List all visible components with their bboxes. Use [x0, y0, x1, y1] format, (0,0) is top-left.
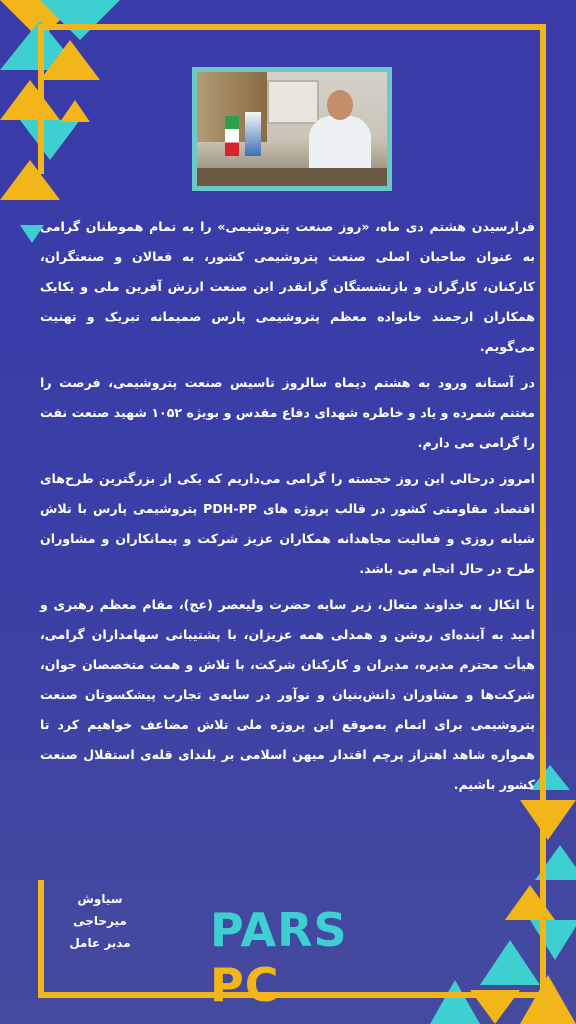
signature-name: سیاوش میرحاجی — [73, 892, 127, 928]
paragraph: امروز درحالی این روز خجسته را گرامی می‌داریم که یکی از بزرگترین طرح‌های اقتصاد مقاومتی کشور در قالب پروژه های PDH-PP پتروشیمی پارس با تلاش شبانه روزی و فعالیت مجاهدانه همکاران عزیز شرکت و پیمانکاران و مشاوران طرح در حال انجام می باشد. — [40, 471, 535, 576]
parspc-logo — [210, 903, 430, 1012]
logo-pc: PC — [210, 958, 280, 1012]
gold-frame-left-bottom — [38, 880, 44, 998]
gold-frame-left-top — [38, 24, 44, 174]
signature — [60, 888, 140, 954]
paragraph: با اتکال به خداوند متعال، زیر سایه حضرت ولیعصر (عج)، مقام معظم رهبری و امید به آینده‌ای روشن و همدلی همه عزیزان، با پشتیبانی سهامداران گرامی، هیأت محترم مدیره، مدیران و کارکنان شرکت، با تلاش و همت متخصصان جوان، شرکت‌ها و مشاوران دانش‌بنیان و نوآور در سایه‌ی تجارب پیشکسوتان صنعت پتروشیمی برای اتمام به‌موقع این پروژه ملی تلاش مضاعف خواهیم کرد تا همواره شاهد اهتزاز پرچم اقتدار میهن اسلامی بر بلندای قله‌ی استقلال صنعت کشور باشیم. — [40, 597, 535, 792]
signature-title: مدیر عامل — [69, 936, 131, 950]
paragraph: در آستانه ورود به هشتم دیماه سالروز تاسیس صنعت پتروشیمی، فرصت را مغتنم شمرده و یاد و خاطره شهدای دفاع مقدس و بویژه ۱۰۵۲ شهید صنعت نفت را گرامی می دارم. — [40, 375, 535, 450]
ceo-photo — [192, 67, 392, 191]
paragraph: فرارسیدن هشتم دی ماه، «روز صنعت پتروشیمی» را به تمام هموطنان گرامی به عنوان صاحبان اصلی صنعت پتروشیمی کشور، به فعالان و صنعتگران، کارکنان، کارگران و بازنشستگان گرانقدر این صنعت ارزش آفرین ملی و یکایک همکاران ارجمند خانواده معظم پتروشیمی پارس صمیمانه تبریک و تهنیت می‌گویم. — [40, 219, 535, 354]
message-body — [40, 212, 535, 806]
logo-pars: PARS — [210, 903, 348, 957]
